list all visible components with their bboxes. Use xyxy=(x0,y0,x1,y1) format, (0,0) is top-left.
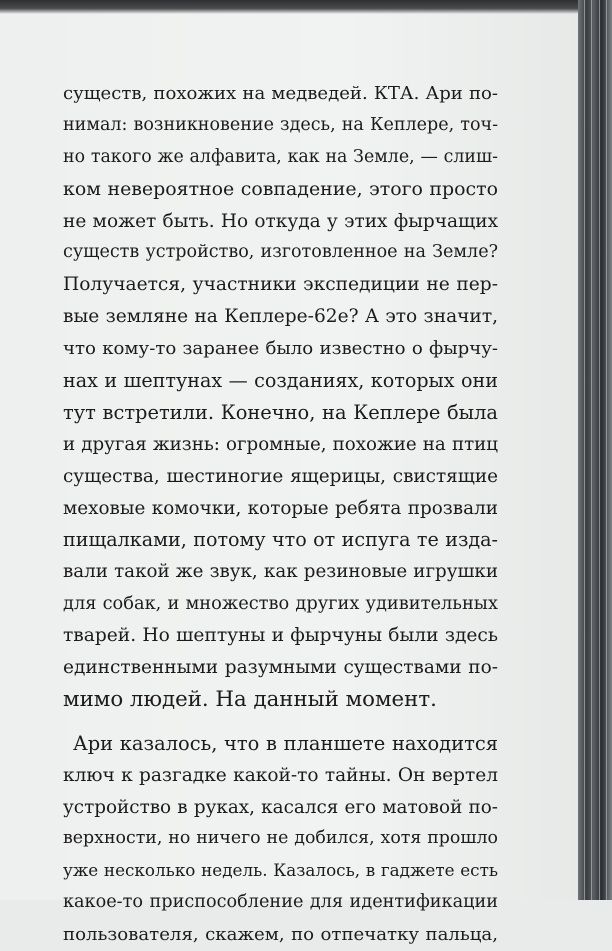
text-line: пищалками, потому что от испуга те изда- xyxy=(63,528,498,552)
paragraph-gap xyxy=(63,716,498,728)
text-line: верхности, но ничего не добился, хотя прошло xyxy=(63,828,498,849)
text-line: и другая жизнь: огромные, похожие на птиц xyxy=(63,433,498,455)
text-line: ком невероятное совпадение, этого просто xyxy=(63,177,498,200)
text-line: вали такой же звук, как резиновые игрушки xyxy=(63,561,498,583)
text-line: ключ к разгадке какой-то тайны. Он вертел xyxy=(63,764,498,786)
text-line: единственными разумными существами по- xyxy=(63,657,498,679)
text-line: для собак, и множество других удивительных xyxy=(63,593,498,615)
text-line: устройство в руках, касался его матовой по- xyxy=(63,796,498,818)
text-line: существ устройство, изготовленное на Земле? xyxy=(63,242,498,263)
text-line: существ, похожих на медведей. КТА. Ари по- xyxy=(63,83,498,104)
page-edge-line xyxy=(591,0,592,900)
text-line: мимо людей. На данный момент. xyxy=(63,686,437,712)
page-edge-line xyxy=(606,0,607,900)
text-line: пользователя, скажем, по отпечатку пальца, xyxy=(63,924,498,946)
text-line: какое-то приспособление для идентификации xyxy=(63,892,498,913)
page-edge-line xyxy=(599,0,600,900)
text-line: Ари казалось, что в планшете находится xyxy=(73,731,498,755)
page-edge-line xyxy=(584,0,585,900)
text-line: нах и шептунах — созданиях, которых они xyxy=(63,369,498,393)
text-line: нимал: возникновение здесь, на Кеплере, точ- xyxy=(63,114,498,135)
text-line: уже несколько недель. Казалось, в гаджете есть xyxy=(63,860,498,881)
page-body-text xyxy=(63,78,498,951)
book-edge-pages xyxy=(578,0,612,900)
text-line: меховые комочки, которые ребята прозвали xyxy=(63,497,498,519)
text-line: тварей. Но шептуны и фырчуны были здесь xyxy=(63,625,498,647)
text-line: Получается, участники экспедиции не пер- xyxy=(63,274,498,296)
text-line: вые земляне на Кеплере-62е? А это значит, xyxy=(63,306,498,328)
paragraph xyxy=(63,728,498,951)
text-line: не может быть. Но откуда у этих фырчащих xyxy=(63,210,498,232)
text-line: тут встретили. Конечно, на Кеплере была xyxy=(63,400,498,424)
page-top-edge xyxy=(0,0,612,14)
text-line: но такого же алфавита, как на Земле, — слиш- xyxy=(63,146,498,167)
paragraph xyxy=(63,78,498,716)
text-line: существа, шестиногие ящерицы, свистящие xyxy=(63,465,498,487)
text-line: что кому-то заранее было известно о фырчу- xyxy=(63,338,498,360)
